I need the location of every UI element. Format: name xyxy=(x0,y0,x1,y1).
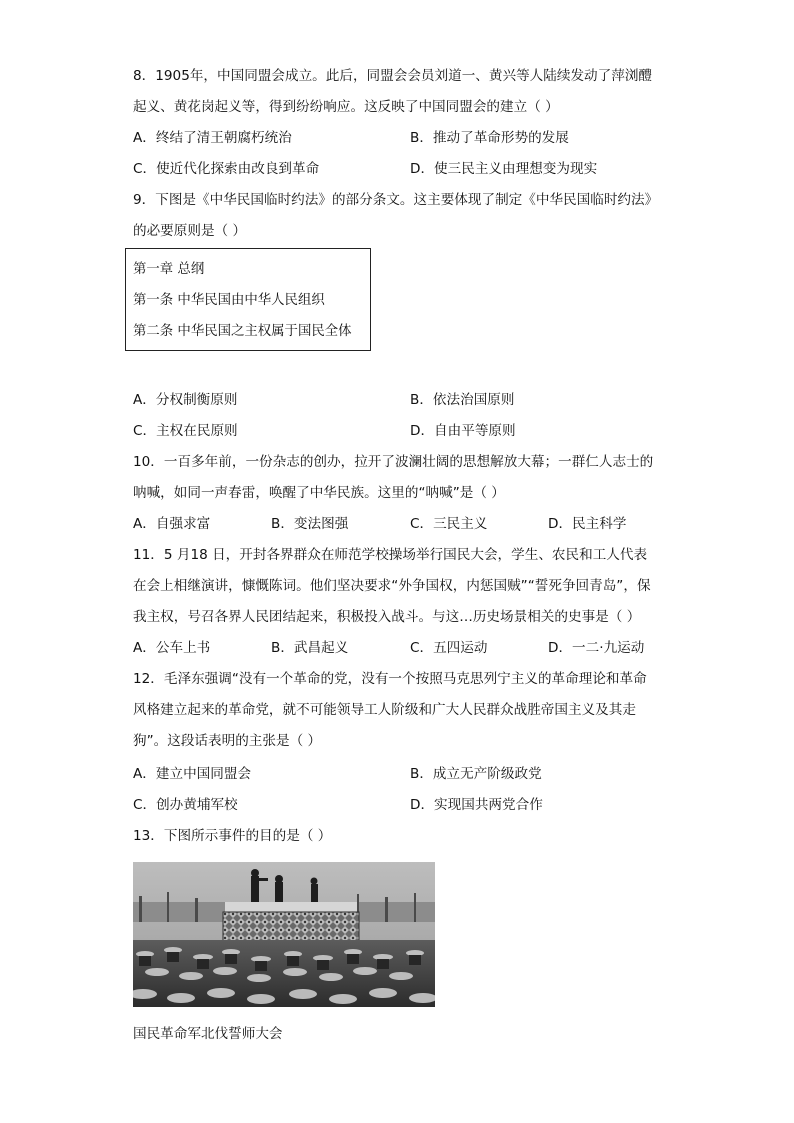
constitution-excerpt-box xyxy=(125,248,371,351)
q13-stem: 13．下图所示事件的目的是（ ） xyxy=(133,828,332,844)
q11-option-b[interactable]: B．武昌起义 xyxy=(271,640,349,656)
q10-stem-line-1: 10．一百多年前，一份杂志的创办，拉开了波澜壮阔的思想解放大幕；一群仁人志士的 xyxy=(133,454,654,470)
q11-stem-line-3: 我主权，号召各界人民团结起来，积极投入战斗。与这…历史场景相关的史事是（ ） xyxy=(133,609,641,625)
q12-stem-line-1: 12．毛泽东强调“没有一个革命的党，没有一个按照马克思列宁主义的革命理论和革命 xyxy=(133,671,647,687)
q10-option-c[interactable]: C．三民主义 xyxy=(410,516,488,532)
q11-stem-line-2: 在会上相继演讲，慷慨陈词。他们坚决要求“外争国权，内惩国贼”“誓死争回青岛”，保 xyxy=(133,578,651,594)
q8-option-a[interactable]: A．终结了清王朝腐朽统治 xyxy=(133,130,292,146)
q8-option-c[interactable]: C．使近代化探索由改良到革命 xyxy=(133,161,320,177)
q9-option-d[interactable]: D．自由平等原则 xyxy=(410,423,516,439)
q9-stem-line-1: 9．下图是《中华民国临时约法》的部分条文。这主要体现了制定《中华民国临时约法》 xyxy=(133,192,659,208)
q8-stem-line-2: 起义、黄花岗起义等，得到纷纷响应。这反映了中国同盟会的建立（ ） xyxy=(133,99,559,115)
q12-stem-line-3: 狗”。这段话表明的主张是（ ） xyxy=(133,733,322,749)
q12-option-a[interactable]: A．建立中国同盟会 xyxy=(133,766,252,782)
q11-option-d[interactable]: D．一二·九运动 xyxy=(548,640,645,656)
q12-stem-line-2: 风格建立起来的革命党，就不可能领导工人阶级和广大人民群众战胜帝国主义及其走 xyxy=(133,702,636,718)
q12-option-b[interactable]: B．成立无产阶级政党 xyxy=(410,766,542,782)
q8-option-d[interactable]: D．使三民主义由理想变为现实 xyxy=(410,161,598,177)
q8-stem-line-1: 8．1905年，中国同盟会成立。此后，同盟会会员刘道一、黄兴等人陆续发动了萍浏醴 xyxy=(133,68,653,84)
photo-caption: 国民革命军北伐誓师大会 xyxy=(133,1026,283,1042)
q9-option-a[interactable]: A．分权制衡原则 xyxy=(133,392,238,408)
q11-option-a[interactable]: A．公车上书 xyxy=(133,640,211,656)
excerpt-chapter: 第一章 总纲 xyxy=(133,262,205,277)
q9-option-c[interactable]: C．主权在民原则 xyxy=(133,423,238,439)
q11-option-c[interactable]: C．五四运动 xyxy=(410,640,488,656)
q11-stem-line-1: 11．5 月18 日，开封各界群众在师范学校操场举行国民大会，学生、农民和工人代表 xyxy=(133,547,648,563)
q10-option-b[interactable]: B．变法图强 xyxy=(271,516,349,532)
q9-stem-line-2: 的必要原则是（ ） xyxy=(133,223,247,239)
q12-option-c[interactable]: C．创办黄埔军校 xyxy=(133,797,238,813)
northern-expedition-rally-photo xyxy=(133,862,435,1007)
q9-option-b[interactable]: B．依法治国原则 xyxy=(410,392,515,408)
q8-option-b[interactable]: B．推动了革命形势的发展 xyxy=(410,130,569,146)
q10-option-a[interactable]: A．自强求富 xyxy=(133,516,211,532)
q12-option-d[interactable]: D．实现国共两党合作 xyxy=(410,797,543,813)
q10-stem-line-2: 呐喊，如同一声春雷，唤醒了中华民族。这里的“呐喊”是（ ） xyxy=(133,485,505,501)
q10-option-d[interactable]: D．民主科学 xyxy=(548,516,627,532)
excerpt-article-2: 第二条 中华民国之主权属于国民全体 xyxy=(133,324,352,339)
excerpt-article-1: 第一条 中华民国由中华人民组织 xyxy=(133,293,325,308)
